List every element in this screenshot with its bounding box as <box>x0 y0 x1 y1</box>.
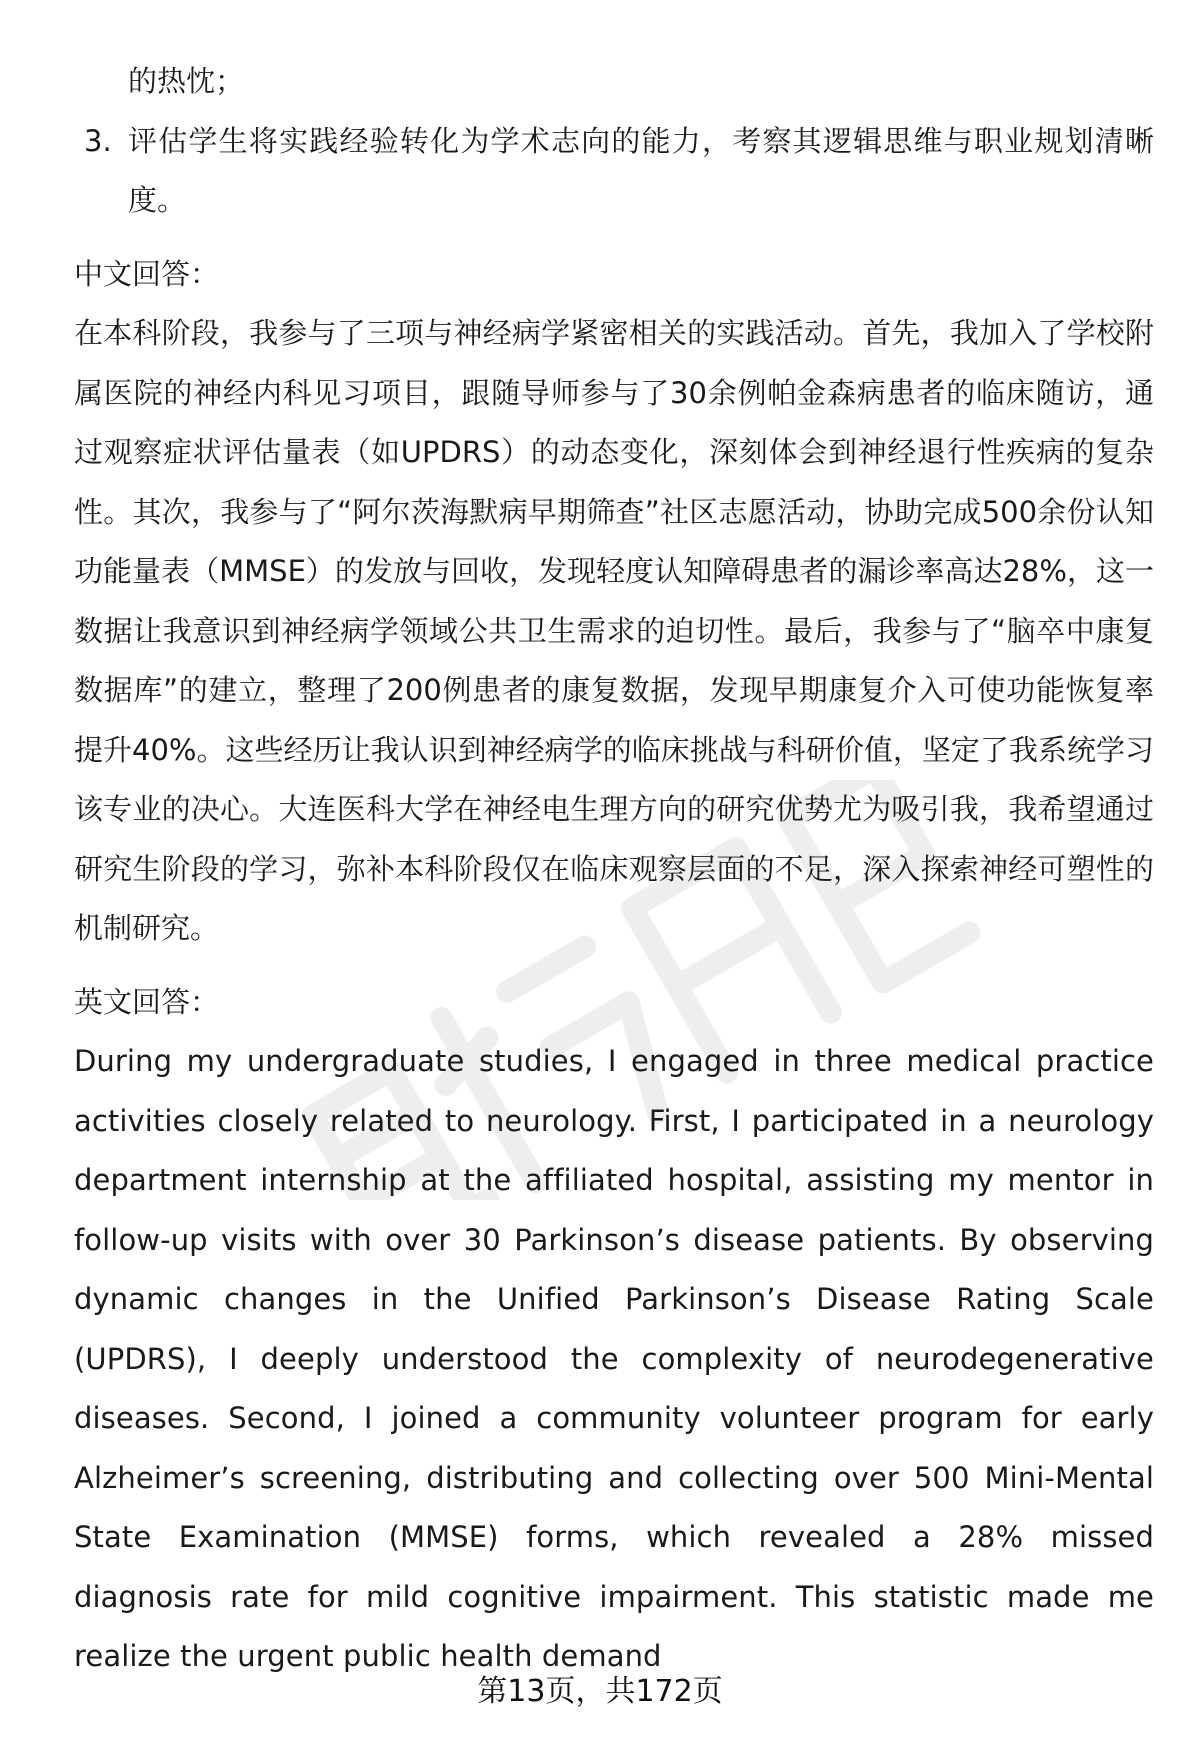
list-item-text: 评估学生将实践经验转化为学术志向的能力，考察其逻辑思维与职业规划清晰度。 <box>128 123 1154 217</box>
list-item-3 <box>74 112 1154 231</box>
list-item-number: 3. <box>84 123 112 158</box>
chinese-answer-heading: 中文回答： <box>74 256 220 291</box>
english-answer-body: During my undergraduate studies, I engaged in three medical practice activities closely related to neurology. First, I participated in a neurology department internship at the affiliated hospital, assisting my mentor in follow-up visits with over 30 Parkinson’s disease patients. By observing dynamic changes in the Unified Parkinson’s Disease Rating Scale (UPDRS), I deeply understood the complexity of neurodegenerative diseases. Second, I joined a community volunteer program for early Alzheimer’s screening, distributing and collecting over 500 Mini-Mental State Examination (MMSE) forms, which revealed a 28% missed diagnosis rate for mild cognitive impairment. This statistic made me realize the urgent public health demand <box>74 1044 1154 1673</box>
page-number-footer: 第13页，共172页 <box>477 1674 723 1709</box>
list-item-continuation: 的热忱； <box>128 64 245 98</box>
page-content <box>74 52 1154 1687</box>
english-answer-heading: 英文回答： <box>74 984 220 1019</box>
chinese-answer-body: 在本科阶段，我参与了三项与神经病学紧密相关的实践活动。首先，我加入了学校附属医院的神经内科见习项目，跟随导师参与了30余例帕金森病患者的临床随访，通过观察症状评估量表（如UPDRS）的动态变化，深刻体会到神经退行性疾病的复杂性。其次，我参与了“阿尔茨海默病早期筛查”社区志愿活动，协助完成500余份认知功能量表（MMSE）的发放与回收，发现轻度认知障碍患者的漏诊率高达28%，这一数据让我意识到神经病学领域公共卫生需求的迫切性。最后，我参与了“脑卒中康复数据库”的建立，整理了200例患者的康复数据，发现早期康复介入可使功能恢复率提升40%。这些经历让我认识到神经病学的临床挑战与科研价值，坚定了我系统学习该专业的决心。大连医科大学在神经电生理方向的研究优势尤为吸引我，我希望通过研究生阶段的学习，弥补本科阶段仅在临床观察层面的不足，深入探索神经可塑性的机制研究。 <box>74 316 1154 945</box>
